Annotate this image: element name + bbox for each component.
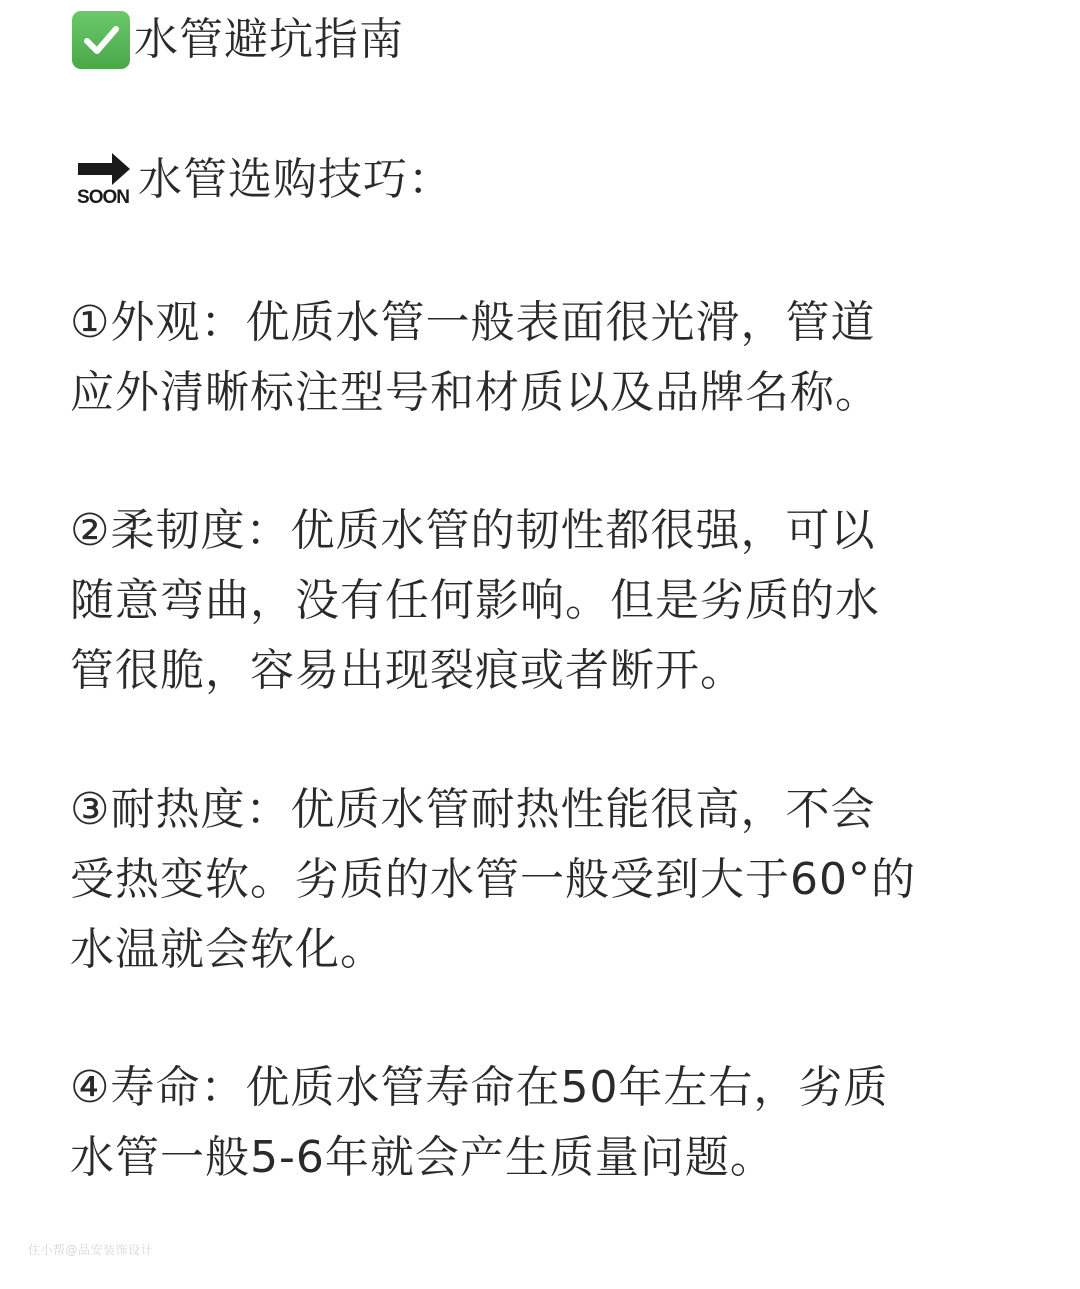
paragraph-line: 管很脆，容易出现裂痕或者断开。 [70, 645, 745, 696]
title-row [72, 10, 404, 70]
paragraph-line: ③耐热度：优质水管耐热性能很高，不会 [70, 784, 876, 835]
soon-icon-label: SOON [77, 187, 129, 208]
check-mark-button-icon [72, 11, 130, 69]
paragraph-line: ②柔韧度：优质水管的韧性都很强，可以 [70, 505, 876, 556]
tip-appearance [70, 288, 1020, 428]
paragraph-line: 水管一般5-6年就会产生质量问题。 [70, 1132, 775, 1183]
page-title: 水管避坑指南 [134, 14, 404, 65]
paragraph-line: 随意弯曲，没有任何影响。但是劣质的水 [70, 575, 880, 626]
soon-arrow-icon [72, 149, 134, 211]
subtitle-row [72, 148, 453, 212]
paragraph-line: 水温就会软化。 [70, 924, 385, 975]
tip-heat-resistance [70, 775, 1020, 985]
tip-lifespan [70, 1053, 1020, 1193]
section-heading: 水管选购技巧： [138, 154, 453, 205]
paragraph-line: 受热变软。劣质的水管一般受到大于60°的 [70, 854, 916, 905]
paragraph-line: ④寿命：优质水管寿命在50年左右，劣质 [70, 1062, 889, 1113]
paragraph-line: ①外观：优质水管一般表面很光滑，管道 [70, 297, 876, 348]
paragraph-line: 应外清晰标注型号和材质以及品牌名称。 [70, 367, 880, 418]
tip-flexibility [70, 496, 1020, 706]
watermark: 住小帮@品安装饰设计 [28, 1243, 154, 1257]
